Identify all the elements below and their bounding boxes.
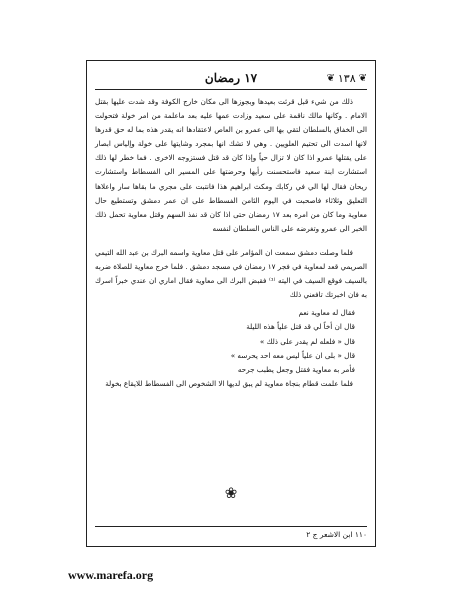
page-footer	[95, 526, 367, 541]
page-header	[95, 67, 367, 90]
body-text	[95, 95, 367, 391]
page-number-text: ١٣٨	[337, 71, 356, 85]
ornament-icon: ❦	[358, 72, 367, 84]
paragraph: ذلك من شيء قبل قرئت بعيدها وبجوزها الى مكان خارج الكوفة وقد شدت عليها بقتل الامام . وكانها مالك ناقمة على سعيد وزادت عمها عليه بعد ماعلمة من امر خولة فتحولت الى الخفاق بالسلطان لتقي بها الى عمرو بن العاص لاعتقادها انه يقدر هذه بما له حق قدرها لانها اسدت الى تحتيم العلويين . وهي لا تشك انها بمجرد وشايتها على خولة وإلياس ابصار على يقتلها عمرو اذا كان لا تزال حياً وإذا كان قد قتل فستزوجه الاخرى . فما خطر لها ذلك استشارت ابنة سعيد فاستحسنت رأيها وحرضتها على المسير الى الفسطاط واستشارت ريحان فقال لها الي في ركابك ومكث ابراهيم هذا فانتبت على مجري ما بقاها سار واعلاها التعليق وثلاثاء فاصحبت في اليوم الثامن الفسطاط على ان عمر دمشق وتستطيع حال معاوية وما كان من امره بعد ١٧ رمضان حتى اذا كان قد نفذ السهم وقتل معاوية تحمل ذلك الخبر الى عمرو وتغرضه على الناس السلطان لنفسه	[95, 97, 367, 233]
ornament-icon: ❦	[326, 72, 335, 84]
watermark: www.marefa.org	[68, 568, 154, 582]
fleuron-icon: ❀	[224, 484, 238, 502]
dialog-line: فأمر به معاوية فقتل وجعل يطبب جرحه	[237, 364, 355, 374]
running-title: ١٧ رمضان	[204, 71, 258, 85]
page-frame	[86, 60, 376, 547]
footnote-signature: ١١٠ ابن الاشعر ج ٢	[306, 529, 367, 539]
dialog-line: قال ان أخاً لي قد قتل علياً هذه الليلة	[246, 322, 355, 332]
dialog-line: قال « فلعله لم يقدر على ذلك »	[259, 336, 355, 346]
paragraph: فلما وصلت دمشق سمعت ان المؤامر على قتل معاوية واسمه البرك بن عبد الله التيمي الصريمي قعد لمعاوية في فجر ١٧ رمضان في مسجد دمشق . فلما خرج معاوية للصلاة ضربه بالسيف فوقع السيف في اليته ⁽¹⁾ فقبض البرك الى معاوية فقال اماري ان عندي خبراً اسرك به فان اخبرتك تافعني ذلك	[95, 247, 367, 300]
paragraph: فلما علمت قطام بنجاة معاوية لم يبق لديها الا الشخوص الى الفسطاط للايقاع بخولة	[105, 378, 353, 388]
dialog-line: قال « بلى ان علياً ليس معه احد يحرسه »	[230, 350, 355, 360]
dialog-line: فقال له معاوية نعم	[298, 308, 355, 318]
